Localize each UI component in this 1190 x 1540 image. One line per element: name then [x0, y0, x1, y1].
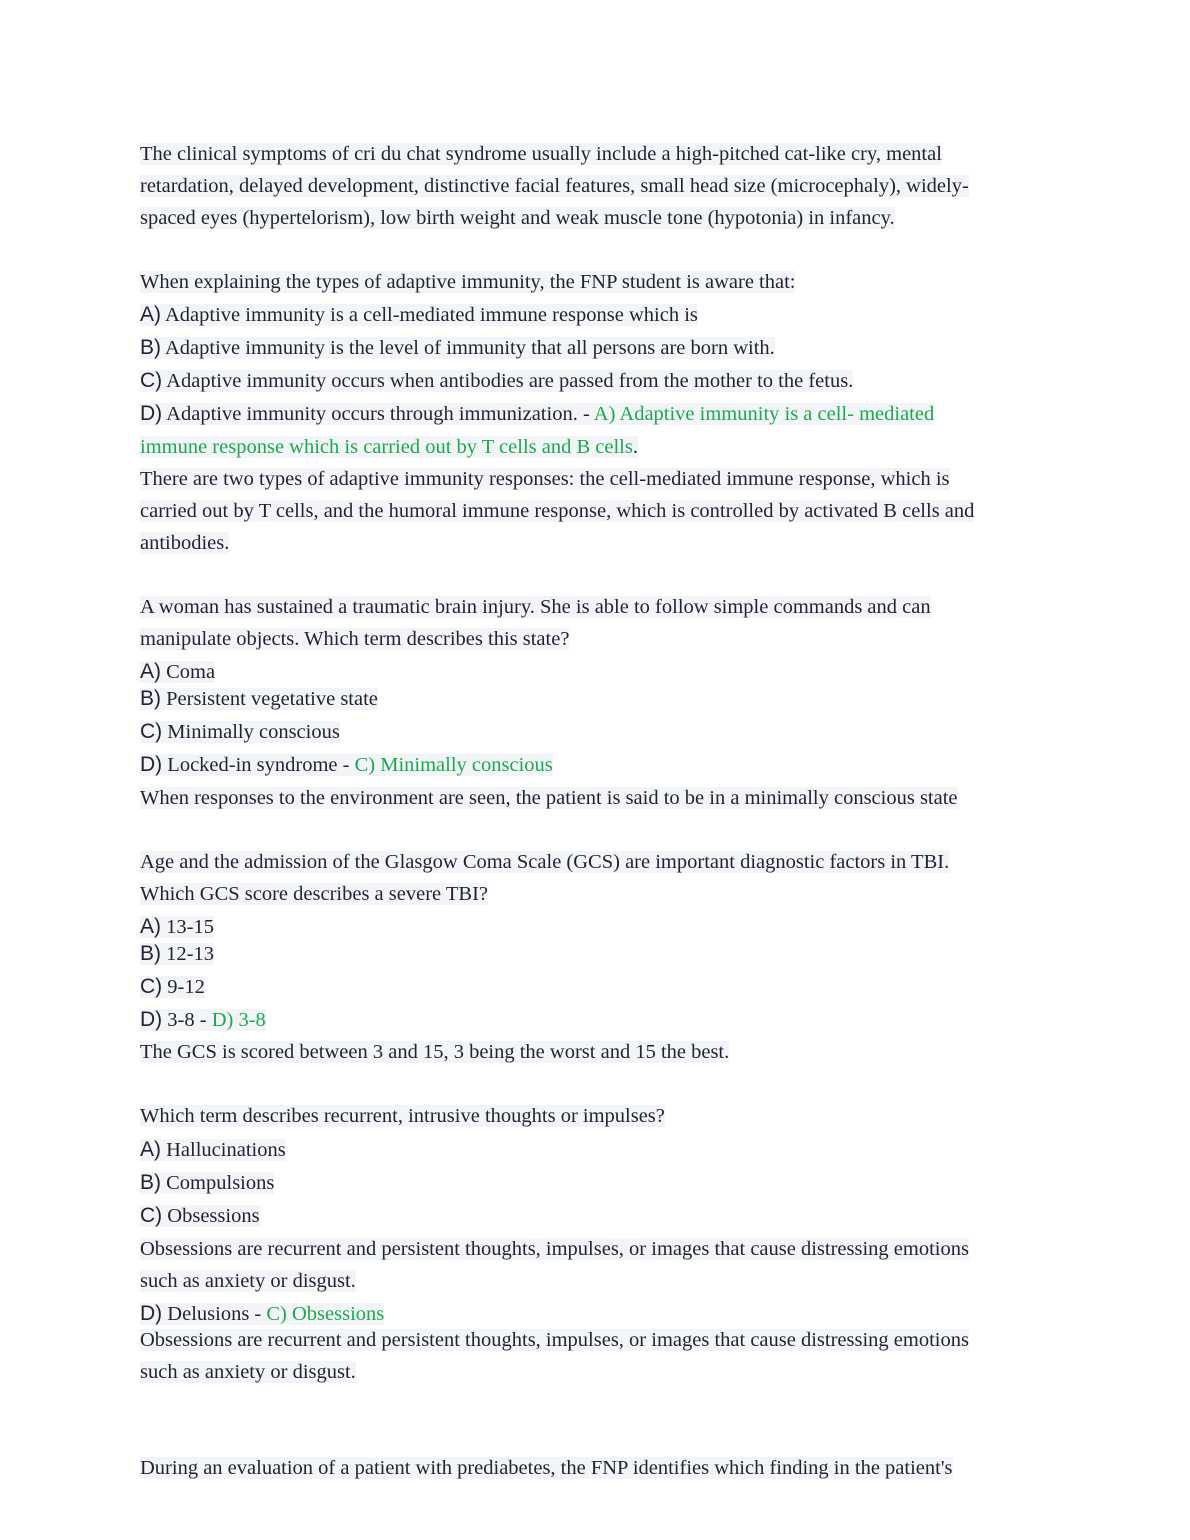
question-stem: Which term describes recurrent, intrusive thoughts or impulses? [140, 1105, 665, 1127]
explanation-line: There are two types of adaptive immunity responses: the cell-mediated immune response, which is [140, 468, 950, 490]
paragraph-line: retardation, delayed development, distinctive facial features, small head size (microcephaly), widely- [140, 175, 969, 197]
answer-text: C) Minimally conscious [354, 754, 553, 776]
option-text: Coma [166, 661, 216, 683]
option-letter: D) [140, 753, 163, 776]
option-text: Persistent vegetative state [166, 688, 378, 710]
answer-line: immune response which is carried out by T cells and B cells. [140, 436, 638, 458]
explanation-line: carried out by T cells, and the humoral immune response, which is controlled by activated B cells and [140, 500, 975, 522]
option-text: Minimally conscious [167, 721, 340, 743]
option-letter: B) [140, 336, 161, 359]
explanation-line: When responses to the environment are seen, the patient is said to be in a minimally conscious state [140, 787, 958, 809]
option-a [140, 300, 698, 330]
option-b [140, 333, 775, 363]
option-text: Adaptive immunity is the level of immunity that all persons are born with. [165, 337, 775, 359]
question-stem: During an evaluation of a patient with prediabetes, the FNP identifies which finding in the patient's [140, 1457, 953, 1479]
option-text: Delusions - [167, 1303, 267, 1325]
option-letter: A) [140, 660, 161, 683]
option-letter: C) [140, 1204, 163, 1227]
explanation-line: antibodies. [140, 532, 230, 554]
option-text: 9-12 [167, 976, 205, 998]
option-c [140, 717, 340, 747]
option-letter: A) [140, 303, 161, 326]
option-a [140, 1135, 286, 1165]
paragraph-line: spaced eyes (hypertelorism), low birth weight and weak muscle tone (hypotonia) in infancy. [140, 207, 895, 229]
explanation-line: such as anxiety or disgust. [140, 1361, 356, 1383]
option-letter: B) [140, 1171, 161, 1194]
explanation-line: such as anxiety or disgust. [140, 1270, 356, 1292]
option-d [140, 1005, 266, 1035]
option-letter: C) [140, 369, 163, 392]
question-stem: Age and the admission of the Glasgow Coma Scale (GCS) are important diagnostic factors in TBI. [140, 851, 950, 873]
option-d [140, 399, 934, 429]
option-letter: B) [140, 942, 161, 965]
option-c [140, 366, 853, 396]
option-text: Adaptive immunity occurs when antibodies are passed from the mother to the fetus. [166, 370, 854, 392]
option-text: Obsessions [167, 1205, 260, 1227]
option-b [140, 939, 214, 969]
option-text: Compulsions [166, 1172, 275, 1194]
option-letter: C) [140, 975, 163, 998]
question-stem: When explaining the types of adaptive immunity, the FNP student is aware that: [140, 271, 796, 293]
explanation-line: Obsessions are recurrent and persistent thoughts, impulses, or images that cause distressing emotions [140, 1238, 969, 1260]
option-a [140, 657, 215, 687]
option-letter: B) [140, 687, 161, 710]
answer-text: immune response which is carried out by T cells and B cells [140, 436, 633, 458]
explanation-line: Obsessions are recurrent and persistent thoughts, impulses, or images that cause distressing emotions [140, 1329, 969, 1351]
option-c [140, 972, 205, 1002]
option-letter: D) [140, 1302, 163, 1325]
option-text: Adaptive immunity is a cell-mediated immune response which is [165, 304, 698, 326]
option-text: Adaptive immunity occurs through immunization. - [166, 403, 594, 425]
option-letter: C) [140, 720, 163, 743]
answer-text: A) Adaptive immunity is a cell- mediated [593, 403, 935, 425]
option-b [140, 684, 378, 714]
answer-text: C) Obsessions [266, 1303, 385, 1325]
answer-text: D) 3-8 [211, 1009, 266, 1031]
question-stem: A woman has sustained a traumatic brain injury. She is able to follow simple commands and can [140, 596, 931, 618]
option-letter: A) [140, 915, 161, 938]
paragraph-line: The clinical symptoms of cri du chat syndrome usually include a high-pitched cat-like cry, mental [140, 143, 942, 165]
option-d [140, 750, 553, 780]
option-b [140, 1168, 274, 1198]
option-text: 3-8 - [167, 1009, 212, 1031]
option-letter: A) [140, 1138, 161, 1161]
explanation-line: The GCS is scored between 3 and 15, 3 being the worst and 15 the best. [140, 1041, 730, 1063]
option-c [140, 1201, 260, 1231]
option-text: 12-13 [166, 943, 214, 965]
option-text: Hallucinations [166, 1139, 286, 1161]
question-stem: Which GCS score describes a severe TBI? [140, 883, 488, 905]
option-letter: D) [140, 1008, 163, 1031]
option-letter: D) [140, 402, 163, 425]
option-text: 13-15 [166, 916, 214, 938]
option-a [140, 912, 214, 942]
option-text: Locked-in syndrome - [167, 754, 355, 776]
question-stem: manipulate objects. Which term describes this state? [140, 628, 570, 650]
